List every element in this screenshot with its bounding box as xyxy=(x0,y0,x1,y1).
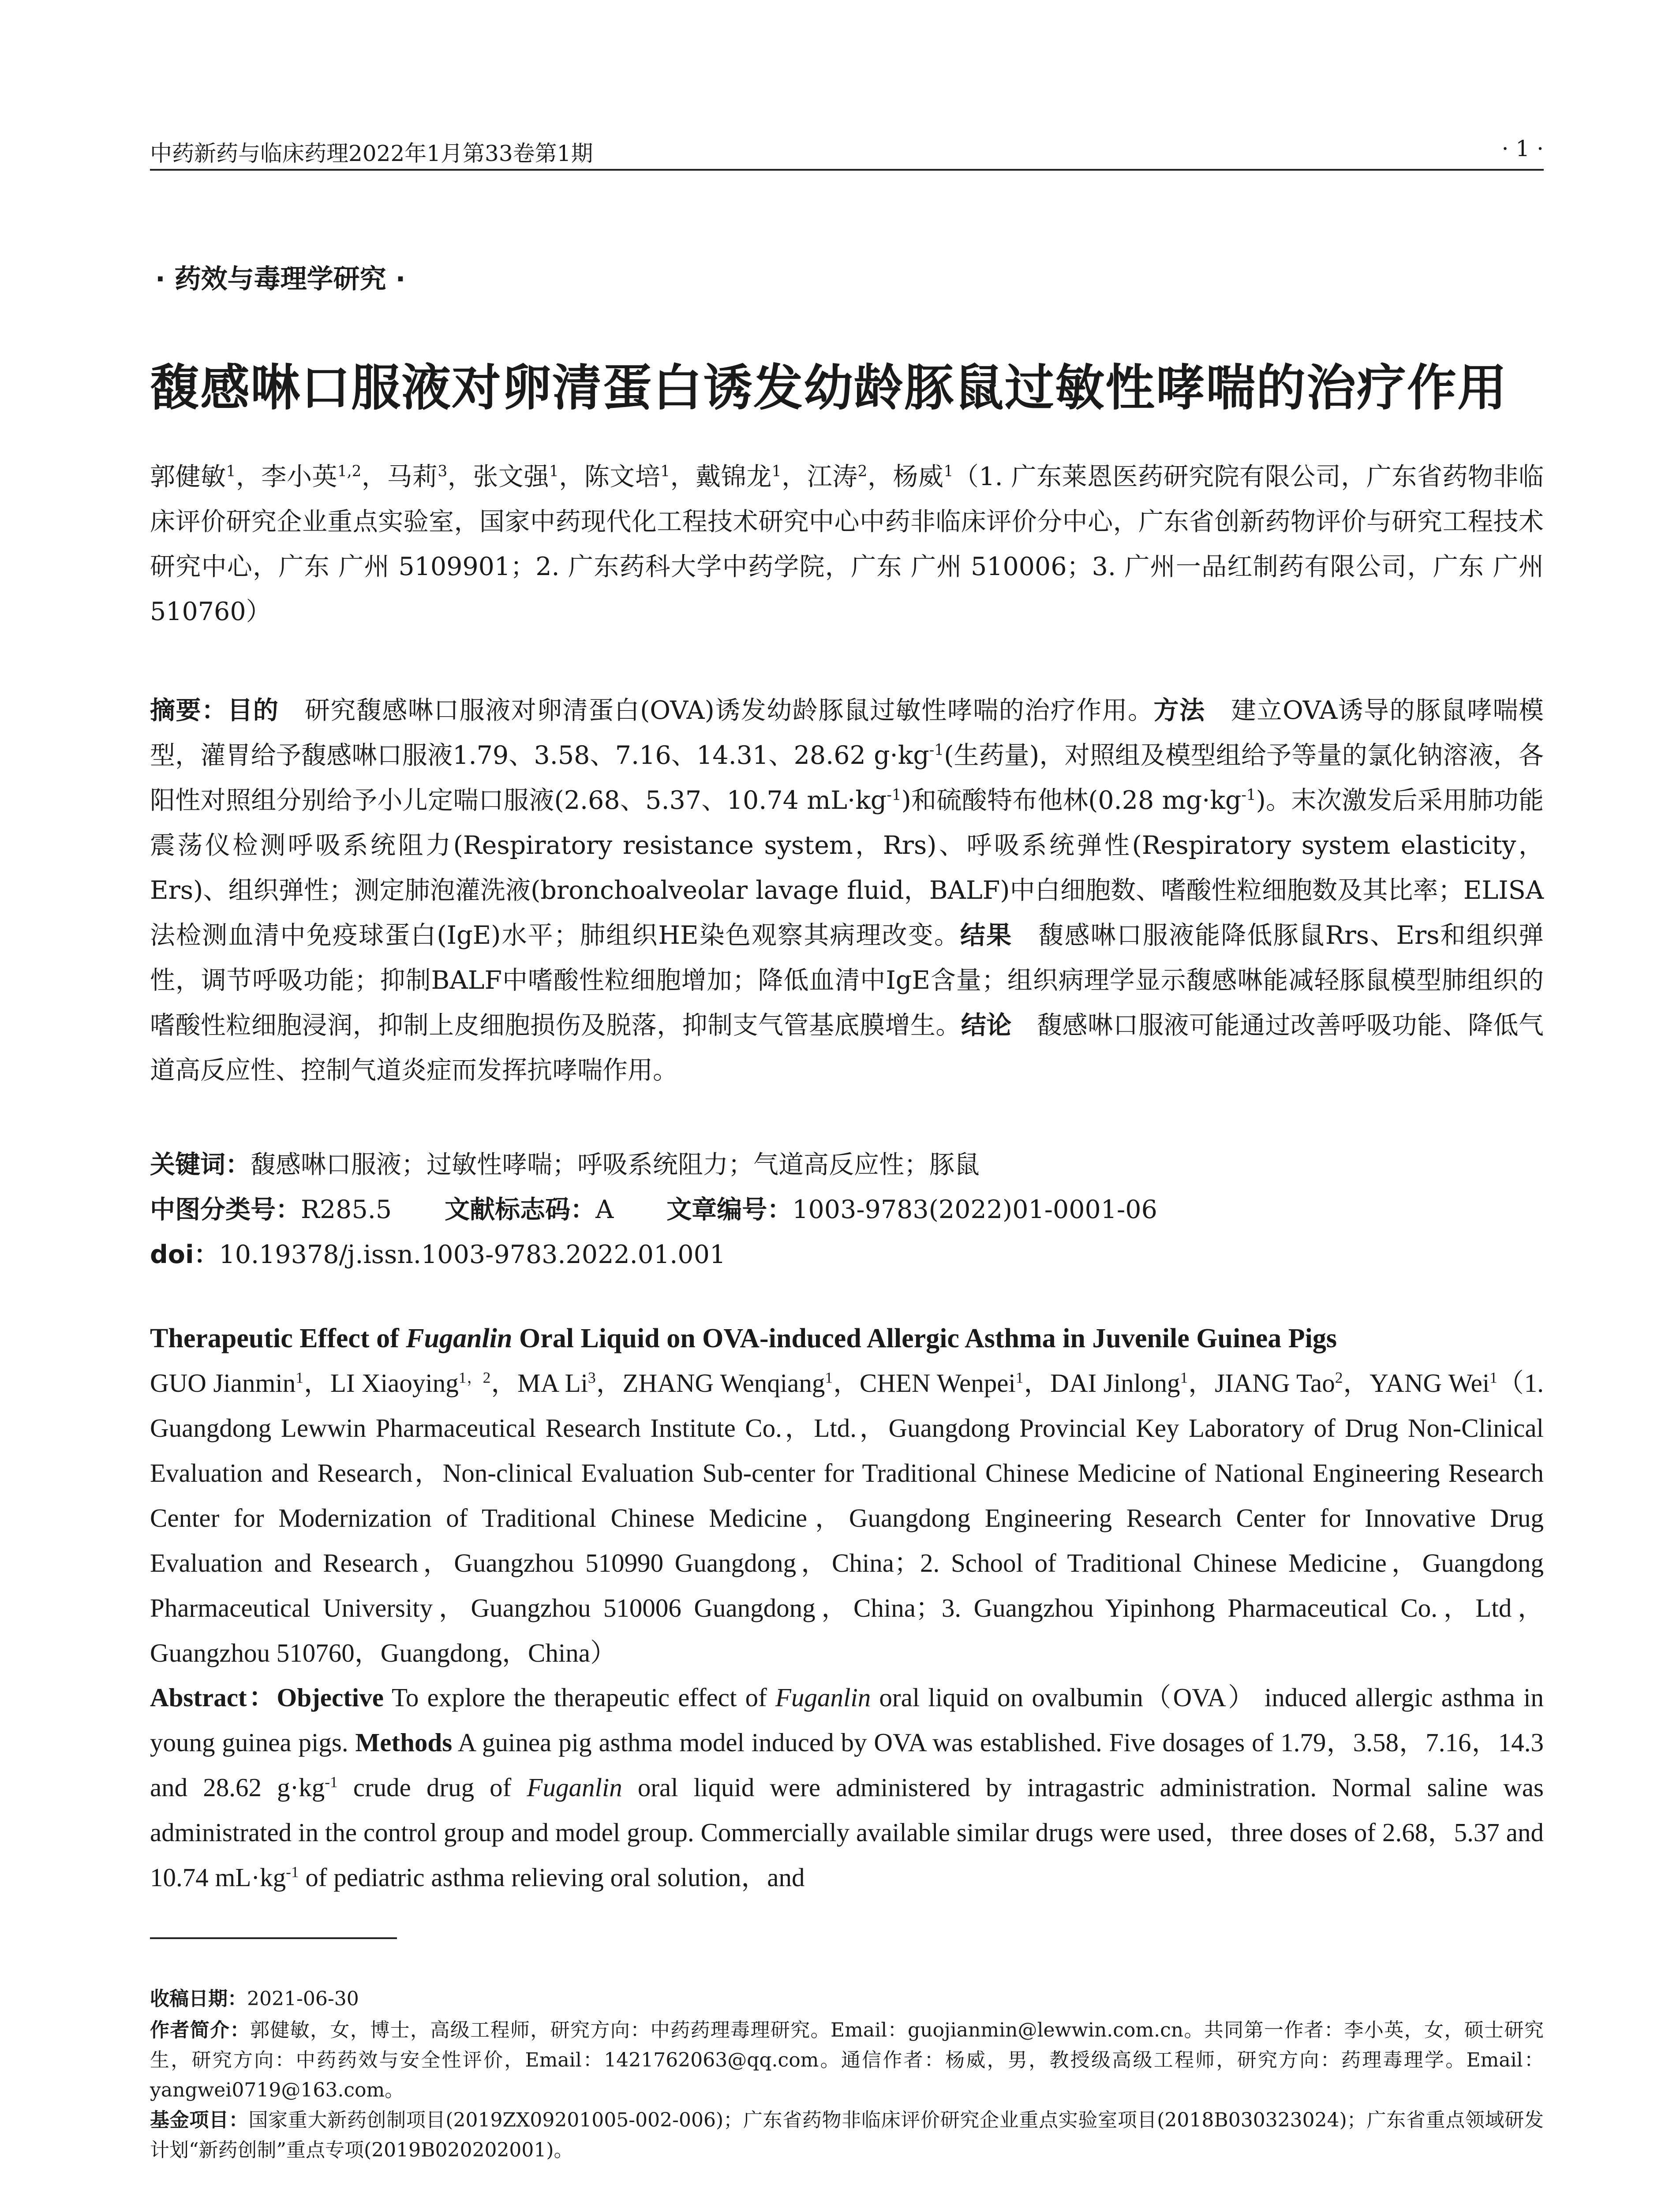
abstract-cn xyxy=(150,688,1544,1093)
funding-label: 基金项目： xyxy=(150,2109,249,2131)
methods-en-text: of pediatric asthma relieving oral solution，and xyxy=(299,1863,805,1892)
english-title xyxy=(150,1316,1544,1360)
objective-en-text: To explore the therapeutic effect of xyxy=(383,1683,775,1712)
english-title-text: Therapeutic Effect of xyxy=(150,1323,406,1353)
objective-text: 研究馥感啉口服液对卵清蛋白(OVA)诱发幼龄豚鼠过敏性哮喘的治疗作用。 xyxy=(304,696,1154,725)
author-name: ，CHEN Wenpei xyxy=(833,1368,1016,1398)
keywords-cn xyxy=(150,1142,1544,1187)
author-name: ，马莉 xyxy=(361,462,438,491)
objective-en-text: oral liquid on ovalbumin（OVA） induced allergic asthma in young guinea pigs. xyxy=(150,1683,1544,1757)
unit-exponent: -1 xyxy=(929,741,944,759)
methods-label: 方法 xyxy=(1153,696,1205,725)
author-name: ，戴锦龙 xyxy=(670,462,772,491)
doi-label: doi： xyxy=(150,1240,219,1269)
author-affiliation-mark: 1 xyxy=(660,463,670,480)
author-name: 郭健敏 xyxy=(150,462,226,491)
author-affiliation-mark: 3 xyxy=(438,463,448,480)
abstract-en-label: Abstract： xyxy=(150,1683,277,1712)
affiliations-cn: （1. 广东莱恩医药研究院有限公司，广东省药物非临床评价研究企业重点实验室，国家中药现代化工程技术研究中心中药非临床评价分中心，广东省创新药物评价与研究工程技术研究中心，广东 广州 5109901；2. 广东药科大学中药学院，广东 广州 510006；3. 广州一品红制药有限公司，广东 广州 510760） xyxy=(150,462,1544,626)
author-affiliation-mark: 2 xyxy=(857,463,868,480)
english-title-italic: Fuganlin xyxy=(406,1323,513,1353)
keywords-label: 关键词： xyxy=(150,1150,251,1179)
author-name: ，张文强 xyxy=(447,462,549,491)
author-affiliation-mark: 1 xyxy=(1489,1368,1497,1387)
drug-name-italic: Fuganlin xyxy=(527,1773,622,1802)
unit-exponent: -1 xyxy=(1241,786,1256,804)
author-affiliation-mark: 1 xyxy=(549,463,559,480)
running-header xyxy=(150,136,1544,167)
author-bio-label: 作者简介： xyxy=(150,2019,250,2041)
section-label: · 药效与毒理学研究 · xyxy=(155,264,406,295)
author-name: ，李小英 xyxy=(236,462,338,491)
abstract-label: 摘要： xyxy=(150,696,228,725)
abstract-en xyxy=(150,1675,1544,1900)
author-affiliation-mark: 1 xyxy=(226,463,236,480)
author-name: ，MA Li xyxy=(490,1368,588,1398)
header-rule xyxy=(150,169,1544,171)
methods-en-text: A guinea pig asthma model induced by OVA was established. Five dosages of 1.79，3.58，7.16，14.3 and 28.62 g·kg xyxy=(150,1728,1544,1802)
english-title-text: Oral Liquid on OVA-induced Allergic Asthma in Juvenile Guinea Pigs xyxy=(512,1323,1337,1353)
objective-en-label: Objective xyxy=(277,1683,384,1712)
affiliations-en: （1. Guangdong Lewwin Pharmaceutical Research Institute Co.，Ltd.，Guangdong Provincial Key Laboratory of Drug Non-Clinical Evaluation and Research，Non-clinical Evaluation Sub-center for Traditional Chinese Medicine of National Engineering Research Center for Modernization of Traditional Chinese Medicine，Guangdong Engineering Research Center for Innovative Drug Evaluation and Research，Guangzhou 510990 Guangdong，China；2. School of Traditional Chinese Medicine，Guangdong Pharmaceutical University，Guangzhou 510006 Guangdong，China；3. Guangzhou Yipinhong Pharmaceutical Co.，Ltd，Guangzhou 510760，Guangdong，China） xyxy=(150,1368,1544,1667)
journal-issue: 中药新药与临床药理2022年1月第33卷第1期 xyxy=(150,141,593,166)
author-affiliation-mark: 1 xyxy=(1180,1368,1188,1387)
author-name: ，DAI Jinlong xyxy=(1023,1368,1180,1398)
doi-value: 10.19378/j.issn.1003-9783.2022.01.001 xyxy=(219,1240,726,1269)
funding-text: 国家重大新药创制项目(2019ZX09201005-002-006)；广东省药物非临床评价研究企业重点实验室项目(2018B030323024)；广东省重点领域研发计划“新药创制”重点专项(2019B020202001)。 xyxy=(150,2109,1544,2161)
conclusion-text: 馥感啉口服液可能通过改善呼吸功能、降低气道高反应性、控制气道炎症而发挥抗哮喘作用。 xyxy=(150,1011,1544,1085)
objective-label: 目的 xyxy=(227,696,279,725)
author-affiliation-mark: 1 xyxy=(943,463,954,480)
authors-en xyxy=(150,1360,1544,1675)
author-affiliation-mark: 1 xyxy=(771,463,782,480)
unit-exponent: -1 xyxy=(887,786,902,804)
results-text: 馥感啉口服液能降低豚鼠Rrs、Ers和组织弹性，调节呼吸功能；抑制BALF中嗜酸性粒细胞增加；降低血清中IgE含量；组织病理学显示馥感啉能减轻豚鼠模型肺组织的嗜酸性粒细胞浸润，抑制上皮细胞损伤及脱落，抑制支气管基底膜增生。 xyxy=(150,921,1544,1040)
clc-label: 中图分类号： xyxy=(150,1195,301,1224)
methods-text: )和硫酸特布他林(0.28 mg·kg xyxy=(901,786,1242,815)
author-name: ，杨威 xyxy=(867,462,944,491)
unit-exponent: -1 xyxy=(325,1773,338,1791)
methods-en-text: crude drug of xyxy=(337,1773,527,1802)
author-affiliation-mark: 1,2 xyxy=(337,463,362,480)
drug-name-italic: Fuganlin xyxy=(775,1683,871,1712)
received-date: 2021-06-30 xyxy=(247,1988,359,2010)
author-name: GUO Jianmin xyxy=(150,1368,296,1398)
author-name: ，江涛 xyxy=(781,462,858,491)
document-code: A xyxy=(595,1195,614,1224)
author-name: ，陈文培 xyxy=(558,462,661,491)
methods-text: (生药量)，对照组及模型组给予等量的氯化钠溶液，各阳性对照组分别给予小儿定喘口服液(2.68、5.37、10.74 mL·kg xyxy=(150,741,1544,815)
footnote-funding xyxy=(150,2086,1544,2185)
author-name: ，JIANG Tao xyxy=(1188,1368,1335,1398)
results-label: 结果 xyxy=(960,921,1013,950)
author-affiliation-mark: 1 xyxy=(296,1368,304,1387)
article-number: 1003-9783(2022)01-0001-06 xyxy=(792,1195,1157,1224)
doi-line xyxy=(150,1232,1544,1277)
footnote-rule xyxy=(150,1937,397,1939)
author-affiliation-mark: 3 xyxy=(588,1368,596,1387)
conclusion-label: 结论 xyxy=(961,1011,1012,1040)
clc-number: R285.5 xyxy=(301,1195,392,1224)
author-affiliation-mark: 1，2 xyxy=(458,1368,491,1387)
author-bio-text: 郭健敏，女，博士，高级工程师，研究方向：中药药理毒理研究。Email：guojianmin@lewwin.com.cn。共同第一作者：李小英，女，硕士研究生，研究方向：中药药效与安全性评价，Email：1421762063@qq.com。通信作者：杨威，男，教授级高级工程师，研究方向：药理毒理学。Email：yangwei0719@163.com。 xyxy=(150,2019,1544,2101)
document-code-label: 文献标志码： xyxy=(445,1195,596,1224)
unit-exponent: -1 xyxy=(286,1863,299,1881)
author-name: ，ZHANG Wenqiang xyxy=(595,1368,825,1398)
article-number-label: 文章编号： xyxy=(666,1195,793,1224)
keywords-text: 馥感啉口服液；过敏性哮喘；呼吸系统阻力；气道高反应性；豚鼠 xyxy=(251,1150,980,1179)
methods-text: )。末次激发后采用肺功能震荡仪检测呼吸系统阻力(Respiratory resistance system，Rrs)、呼吸系统弹性(Respiratory system elasticity，Ers)、组织弹性；测定肺泡灌洗液(bronchoalveolar lavage fluid，BALF)中白细胞数、嗜酸性粒细胞数及其比率；ELISA法检测血清中免疫球蛋白(IgE)水平；肺组织HE染色观察其病理改变。 xyxy=(150,786,1544,950)
article-title: 馥感啉口服液对卵清蛋白诱发幼龄豚鼠过敏性哮喘的治疗作用 xyxy=(150,359,1508,417)
author-affiliation-mark: 1 xyxy=(825,1368,833,1387)
received-label: 收稿日期： xyxy=(150,1988,247,2010)
author-affiliation-mark: 1 xyxy=(1015,1368,1024,1387)
author-name: ，YANG Wei xyxy=(1343,1368,1490,1398)
classification-line xyxy=(150,1187,1544,1232)
author-name: ，LI Xiaoying xyxy=(303,1368,459,1398)
methods-en-label: Methods xyxy=(355,1728,453,1757)
author-affiliation-mark: 2 xyxy=(1335,1368,1343,1387)
methods-en-text: oral liquid were administered by intragastric administration. Normal saline was administrated in the control group and model group. Commercially available similar drugs were used，three doses of 2.68，5.37 and 10.74 mL·kg xyxy=(150,1773,1544,1892)
page-number: · 1 · xyxy=(1501,136,1544,161)
authors-cn xyxy=(150,454,1544,634)
methods-text: 建立OVA诱导的豚鼠哮喘模型，灌胃给予馥感啉口服液1.79、3.58、7.16、14.31、28.62 g·kg xyxy=(150,696,1544,770)
